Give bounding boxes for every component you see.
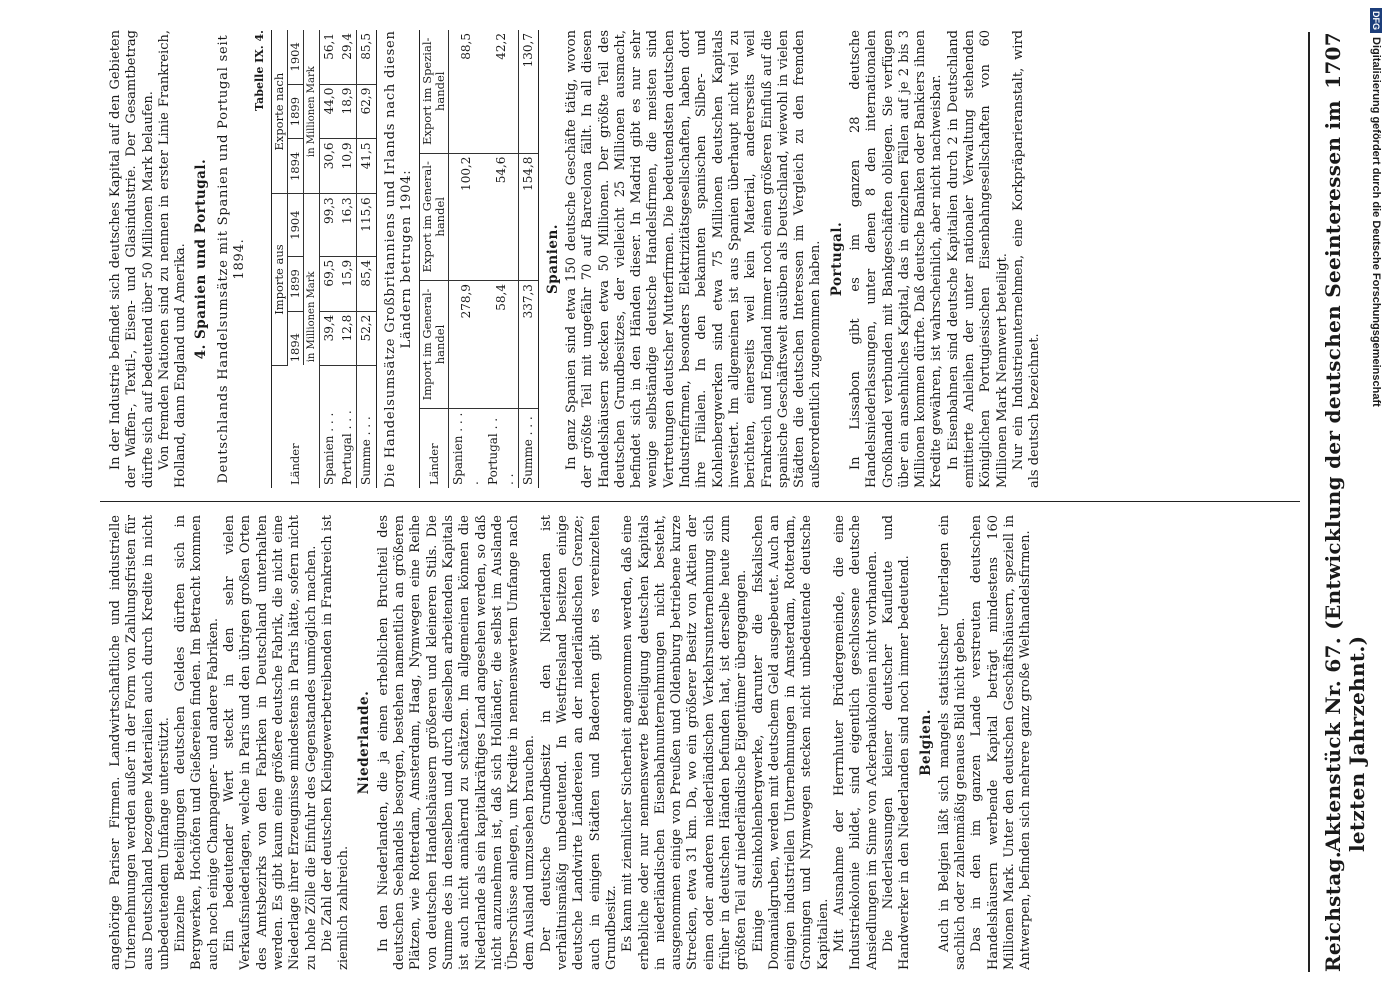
trade-table-germany bbox=[271, 30, 377, 488]
cell: 39,4 bbox=[319, 311, 338, 365]
paragraph: Von fremden Nationen sind zu nennen in erster Linie Frankreich, Holland, dann England und Amerika. bbox=[156, 30, 189, 488]
unit-header: in Millionen Mark bbox=[303, 194, 319, 365]
cell: 115,6 bbox=[357, 194, 376, 257]
page-number: 1707 bbox=[1321, 32, 1345, 89]
table-row bbox=[449, 30, 484, 488]
table2-caption: Die Handelsumsätze Großbritanniens und Irlands nach diesen Ländern betrugen 1904: bbox=[382, 30, 414, 488]
cell: 99,3 bbox=[319, 194, 338, 257]
year-header: 1899 bbox=[287, 84, 303, 139]
col-header-laender: Länder bbox=[271, 365, 319, 488]
digitization-text: Digitalisierung gefördert durch die Deutsche Forschungsgemeinschaft bbox=[1370, 37, 1382, 407]
cell: 10,9 bbox=[338, 139, 357, 194]
row-label: Portugal . . . . bbox=[485, 417, 517, 485]
table1-caption: Deutschlands Handelsumsätze mit Spanien und Portugal seit 1894. bbox=[215, 34, 248, 484]
col-header-importe: Importe aus bbox=[271, 194, 287, 365]
cell: 41,5 bbox=[357, 139, 376, 194]
paragraph: Einzelne Beteiligungen deutschen Geldes dürften sich in Bergwerken, Hochöfen und Gießereien finden. Im Betracht kommen auch noch einige Champagner- und andere Fabriken. bbox=[173, 515, 221, 970]
row-label: Summe . . . bbox=[357, 365, 376, 488]
paragraph: Ein bedeutender Wert steckt in den sehr vielen Verkaufsniederlagen, welche in Paris und den übrigen großen Orten des Amtsbezirks von den Fabriken in Deutschland unterhalten werden. Es gibt kaum eine größere deutsche Fabrik, die nicht eine Niederlage ihrer Erzeugnisse mindestens in Paris hätte, sofern nicht zu hohe Zölle die Einfuhr des Gegenstandes unmöglich machen. bbox=[222, 515, 319, 970]
paragraph: Die Niederlassungen kleiner deutscher Kaufleute und Handwerker in den Niederlanden sind noch immer bedeutend. bbox=[880, 515, 913, 970]
left-column bbox=[108, 515, 1303, 970]
cell: 88,5 bbox=[449, 30, 484, 153]
cell: 58,4 bbox=[484, 281, 519, 409]
year-header: 1894 bbox=[287, 139, 303, 194]
table-sum-row bbox=[357, 30, 376, 488]
cell: 130,7 bbox=[519, 30, 538, 153]
table-row bbox=[338, 30, 357, 488]
col-header-import: Import im General-handel bbox=[420, 281, 449, 409]
header-left: Reichstag. bbox=[1321, 850, 1345, 972]
unit-header: in Millionen Mark bbox=[303, 30, 319, 194]
dfg-logo: DFG bbox=[1370, 8, 1382, 33]
cell: 154,8 bbox=[519, 153, 538, 280]
paragraph: Der deutsche Grundbesitz in den Niederlanden ist verhältnismäßig unbedeutend. In Westfriesland besitzen einige deutsche Landwirte Ländereien an der niederländischen Grenze; auch in einigen Städten und Badeorten gibt es vereinzelten Grundbesitz. bbox=[538, 515, 619, 970]
cell: 12,8 bbox=[338, 311, 357, 365]
cell: 69,5 bbox=[319, 256, 338, 311]
paragraph: Das in den im ganzen Lande verstreuten deutschen Handelshäusern werbende Kapital beträgt mindestens 160 Millionen Mark. Unter den deutschen Geschäftshäusern, speziell in Antwerpen, befinden sich mehrere ganz große Welthandelsfirmen. bbox=[969, 515, 1034, 970]
cell: 15,9 bbox=[338, 256, 357, 311]
paragraph: In der Industrie befindet sich deutsches Kapital auf den Gebieten der Waffen-, Textil-, Eisen- und Glasindustrie. Der Gesamtbetrag dürfte sich auf bedeutend über 50 Millionen Mark belaufen. bbox=[108, 30, 156, 488]
paragraph: Einige Steinkohlenbergwerke, darunter die fiskalischen Domanialgruben, werden mit deutschem Geld ausgebeutet. Auch an einigen industriellen Unternehmungen in Amsterdam, Rotterdam, Groningen und Nymwegen stecken nicht unbedeutende deutsche Kapitalien. bbox=[750, 515, 831, 970]
cell: 278,9 bbox=[449, 281, 484, 409]
year-header: 1904 bbox=[287, 194, 303, 257]
section-heading-spanien: Spanien. bbox=[544, 224, 561, 294]
digitization-note bbox=[1370, 8, 1382, 407]
running-header bbox=[1317, 32, 1369, 972]
paragraph: In den Niederlanden, die ja einen erheblichen Bruchteil des deutschen Seehandels besorgen, bestehen namentlich an größeren Plätzen, wie Rotterdam, Amsterdam, Haag, Nymwegen eine Reihe von deutschen Handelshäusern größeren und kleineren Stils. Die Summe des in denselben und durch dieselben arbeitenden Kapitals ist auch nicht annähernd zu schätzen. Im allgemeinen können die Niederlande als ein kapitalkräftiges Land angesehen werden, so daß nicht anzunehmen ist, daß sich Holländer, die selbst im Auslande Überschüsse anlegen, um Kredite in nennenswertem Umfange nach dem Ausland umzusehen brauchen. bbox=[375, 515, 538, 970]
cell: 42,2 bbox=[484, 30, 519, 153]
section-heading-portugal: Portugal. bbox=[828, 221, 845, 297]
trade-table-britain bbox=[419, 30, 538, 488]
cell: 16,3 bbox=[338, 194, 357, 257]
paragraph: Die Zahl der deutschen Kleingewerbetreibenden in Frankreich ist ziemlich zahlreich. bbox=[319, 515, 352, 970]
paragraph: In Lissabon gibt es im ganzen 28 deutsche Handelsniederlassungen, unter denen 8 den internationalen Großhandel verbunden mit Bankgeschäften obliegen. Sie verfügen über ein ansehnliches Kapital, das in einzelnen Fällen auf je 2 bis 3 Millionen kommen dürfte. Daß deutsche Banken oder Bankiers ihnen Kredite gewähren, ist wahrscheinlich, aber nicht nachweisbar. bbox=[847, 30, 945, 488]
cell: 85,5 bbox=[357, 30, 376, 84]
cell: 54,6 bbox=[484, 153, 519, 280]
col-header-export-spezial: Export im Spezial-handel bbox=[420, 30, 449, 153]
cell: 62,9 bbox=[357, 84, 376, 139]
cell: 56,1 bbox=[319, 30, 338, 84]
header-title: Aktenstück Nr. 67. (Entwicklung der deutschen Seeinteressen im letzten Jahrzehnt.) bbox=[1321, 100, 1369, 852]
row-label: Portugal . . . bbox=[339, 410, 354, 485]
table-row bbox=[319, 30, 338, 488]
paragraph: In Eisenbahnen sind deutsche Kapitalien durch 2 in Deutschland emittierte Anleihen der unter nationaler Verwaltung stehenden Königlichen Portugiesischen Eisenbahngesellschaften von 60 Millionen Mark Nennwert beteiligt. bbox=[945, 30, 1010, 488]
table1-ref: Tabelle IX. 4. bbox=[253, 30, 267, 111]
cell: 85,4 bbox=[357, 256, 376, 311]
paragraph: angehörige Pariser Firmen. Landwirtschaftliche und industrielle Unternehmungen werden außer in der Form von Zahlungsfristen für aus Deutschland bezogene Materialien auch durch Kredite in nicht unbedeutendem Umfange unterstützt. bbox=[108, 515, 172, 970]
paragraph: Mit Ausnahme der Herrnhuter Brüdergemeinde, die eine Industriekolonie bildet, sind eigentlich geschlossene deutsche Ansiedlungen im Sinne von Ackerbaukolonien nicht vorhanden. bbox=[832, 515, 880, 970]
cell: 337,3 bbox=[519, 281, 538, 409]
paragraph: Nur ein Industrieunternehmen, eine Korkpräparieranstalt, wird als deutsch bezeichnet. bbox=[1010, 30, 1043, 488]
cell: 29,4 bbox=[338, 30, 357, 84]
column-divider bbox=[100, 501, 1300, 502]
section-heading-niederlande: Niederlande. bbox=[356, 690, 373, 795]
paragraph: Auch in Belgien läßt sich mangels statistischer Unterlagen ein sachlich oder zahlenmäßig genaues Bild nicht geben. bbox=[936, 515, 969, 970]
row-label: Summe . . . bbox=[519, 408, 538, 488]
year-header: 1904 bbox=[287, 30, 303, 84]
right-column bbox=[108, 30, 1303, 488]
section-heading-spanien-portugal: 4. Spanien und Portugal. bbox=[193, 158, 210, 360]
cell: 44,0 bbox=[319, 84, 338, 139]
table-row bbox=[484, 30, 519, 488]
cell: 18,9 bbox=[338, 84, 357, 139]
year-header: 1894 bbox=[287, 311, 303, 365]
cell: 100,2 bbox=[449, 153, 484, 280]
section-heading-belgien: Belgien. bbox=[917, 709, 934, 776]
paragraph: In ganz Spanien sind etwa 150 deutsche Geschäfte tätig, wovon der größte Teil mit ungefähr 70 auf Barcelona fällt. In all diesen Handelshäusern stecken etwa 50 Millionen. Der größte Teil des deutschen Grundbesitzes, der vielleicht 25 Millionen ausmacht, befindet sich in den Händen dieser. In Madrid gibt es nur sehr wenige selbständige deutsche Handelsfirmen, die meisten sind Vertretungen deutscher Mutterfirmen. Die bedeutendsten deutschen Industriefirmen, besonders Elektrizitätsgesellschaften, haben dort ihre Filialen. In den bekannten spanischen Silber- und Kohlenbergwerken sind etwa 75 Millionen deutschen Kapitals investiert. Im allgemeinen ist aus Spanien überhaupt nicht viel zu berichten, einerseits weil kein Material, andererseits weil Frankreich und England immer noch einen größeren Einfluß auf die spanische Geschäftswelt ausüben als Deutschland, wiewohl in vielen Städten die deutschen Interessen im Vergleich zu den fremden außerordentlich zugenommen haben. bbox=[563, 30, 824, 488]
header-rule bbox=[1308, 32, 1310, 972]
row-label: Spanien . . . bbox=[321, 412, 336, 485]
cell: 30,6 bbox=[319, 139, 338, 194]
row-label: Spanien . . . . bbox=[451, 412, 482, 485]
col-header-laender: Länder bbox=[420, 408, 449, 488]
table-sum-row bbox=[519, 30, 538, 488]
paragraph: Es kann mit ziemlicher Sicherheit angenommen werden, daß eine erhebliche oder nur nennenswerte Beteiligung deutschen Kapitals in niederländischen Eisenbahnunternehmungen nicht besteht, ausgenommen einige von Preußen und Oldenburg betriebene kurze Strecken, etwa 31 km. Da, wo ein größerer Besitz von Aktien der einen oder anderen niederländischen Verkehrsunternehmung sich früher in deutschen Händen befunden hat, ist derselbe heute zum größten Teil auf niederländische Eigentümer übergegangen. bbox=[620, 515, 750, 970]
col-header-exporte: Exporte nach bbox=[271, 30, 287, 194]
cell: 52,2 bbox=[357, 311, 376, 365]
year-header: 1899 bbox=[287, 256, 303, 311]
col-header-export-general: Export im General-handel bbox=[420, 153, 449, 280]
